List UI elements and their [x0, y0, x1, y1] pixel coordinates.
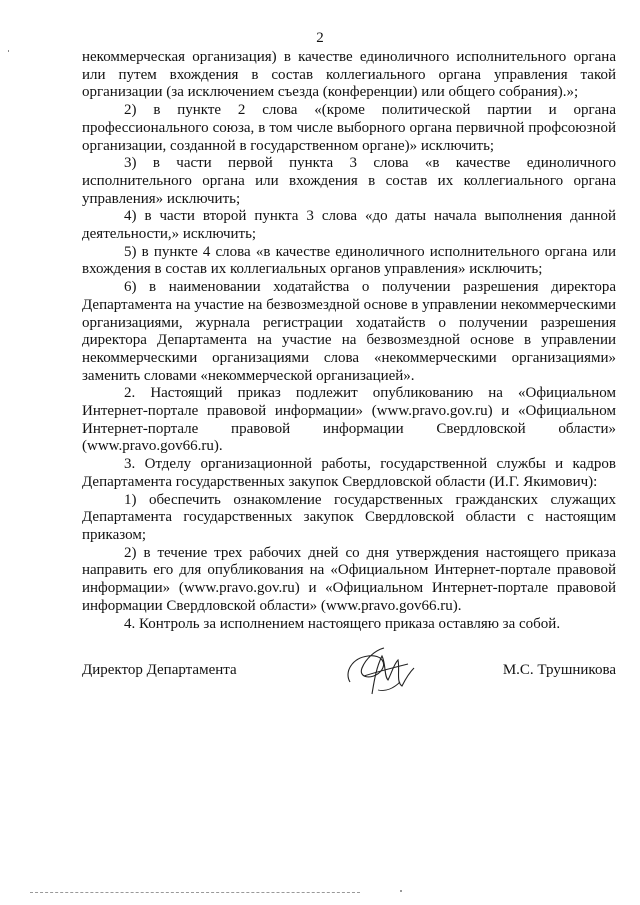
page-number: 2 [316, 30, 324, 46]
footer-rule [30, 892, 360, 893]
paragraph-item-5: 5) в пункте 4 слова «в качестве единоличного исполнительного органа или вхождения в состав их коллегиальных органов управления» исключить; [82, 243, 616, 278]
paragraph-continuation: некоммерческая организация) в качестве единоличного исполнительного органа или путем вхождения в состав коллегиального органа управления такой организации (за исключением съезда (конференции) или общего собрания).»; [82, 49, 616, 101]
margin-mark [8, 50, 9, 52]
paragraph-item-3: 3) в части первой пункта 3 слова «в качестве единоличного исполнительного органа или вхождения в состав их коллегиального органа управления» исключить; [82, 155, 616, 207]
paragraph-clause-3-item-1: 1) обеспечить ознакомление государственных гражданских служащих Департамента государственных закупок Свердловской области с настоящим приказом; [82, 491, 616, 543]
handwritten-signature [342, 642, 418, 700]
footer-mark [400, 890, 402, 892]
paragraph-clause-2: 2. Настоящий приказ подлежит опубликованию на «Официальном Интернет-портале правовой информации» (www.pravo.gov.ru) и «Официальном Интернет-портале правовой информации Свердловской области» (www.pravo.gov66.ru). [82, 385, 616, 455]
document-body [82, 49, 616, 633]
paragraph-item-4: 4) в части второй пункта 3 слова «до даты начала выполнения данной деятельности,» исключить; [82, 208, 616, 243]
paragraph-clause-4: 4. Контроль за исполнением настоящего приказа оставляю за собой. [124, 615, 561, 632]
paragraph-clause-3: 3. Отделу организационной работы, государственной службы и кадров Департамента государственных закупок Свердловской области (И.Г. Якимович): [82, 456, 616, 490]
paragraph-item-2: 2) в пункте 2 слова «(кроме политической партии и органа профессионального союза, в том числе выборного органа первичной профсоюзной организации, созданной в государственном органе)» исключить; [82, 102, 616, 154]
signer-position: Директор Департамента [82, 662, 237, 678]
signer-name: М.С. Трушникова [502, 662, 616, 678]
paragraph-clause-3-item-2: 2) в течение трех рабочих дней со дня утверждения настоящего приказа направить его для опубликования на «Официальном Интернет-портале правовой информации» (www.pravo.gov.ru) и «Официальном Интернет-портале правовой информации Свердловской области» (www.pravo.gov66.ru). [82, 544, 616, 614]
paragraph-item-6: 6) в наименовании ходатайства о получении разрешения директора Департамента на участие на безвозмездной основе в управлении некоммерческими организациями, журнала регистрации ходатайств о получении разрешения директора Департамента на участие на безвозмездной основе в управлении некоммерческими организациями слова «некоммерческими организациями» заменить словами «некоммерческой организацией». [82, 279, 616, 384]
